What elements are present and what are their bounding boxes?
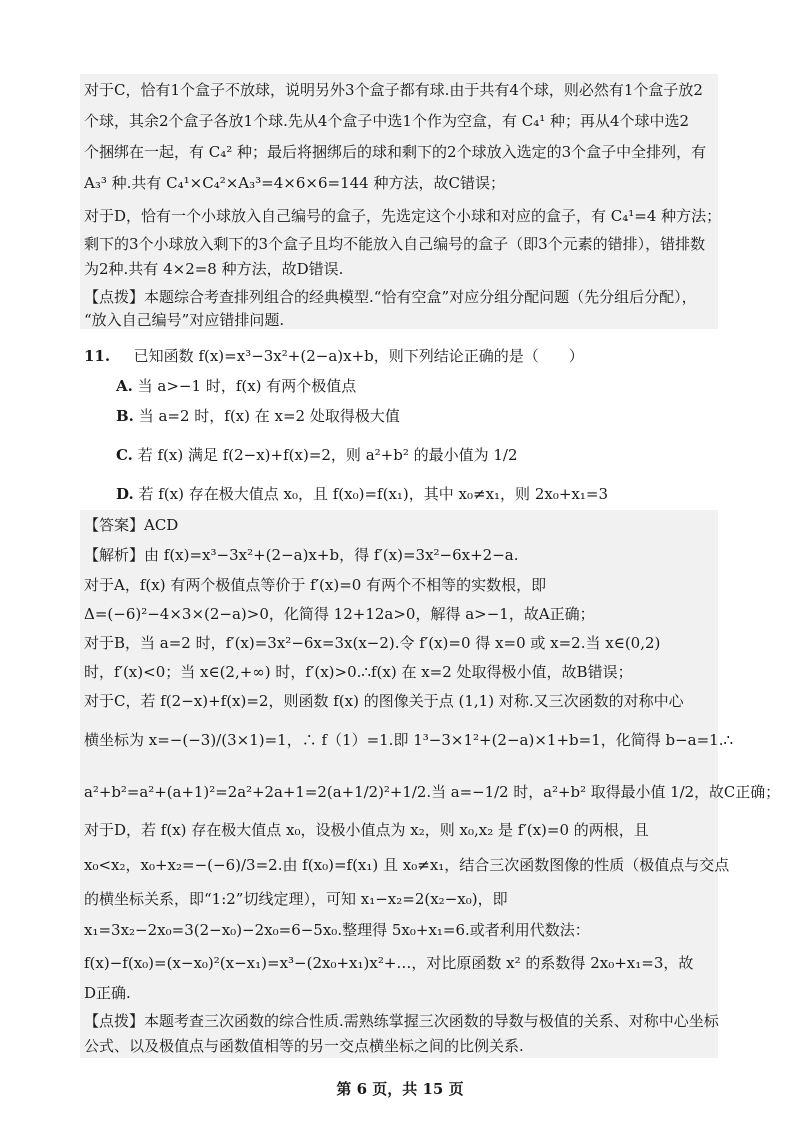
analysis-line-14: D正确. — [84, 984, 131, 1002]
analysis-line-12: x₁=3x₂−2x₀=3(2−x₀)−2x₀=6−5x₀.整理得 5x₀+x₁=6.或者利用代数法： — [84, 921, 590, 939]
analysis-line-13: f(x)−f(x₀)=(x−x₀)²(x−x₁)=x³−(2x₀+x₁)x²+…，对比原函数 x² 的系数得 2x₀+x₁=3，故 — [84, 954, 694, 972]
answer-line: 【答案】ACD — [84, 516, 179, 534]
option-b-label: B. — [116, 407, 134, 425]
analysis-line-6: 对于C，若 f(2−x)+f(x)=2，则函数 f(x) 的图像关于点 (1,1) 对称.又三次函数的对称中心 — [84, 692, 684, 710]
prev-d-line-3: 为2种.共有 4×2=8 种方法，故D错误. — [84, 260, 344, 278]
question-stem — [84, 346, 584, 366]
option-a-text: 当 a>−1 时，f(x) 有两个极值点 — [137, 377, 357, 395]
option-d-text: 若 f(x) 存在极大值点 x₀，且 f(x₀)=f(x₁)，其中 x₀≠x₁，则 2x₀+x₁=3 — [138, 485, 608, 503]
prev-d-line-1: 对于D，恰有一个小球放入自己编号的盒子，先选定这个小球和对应的盒子，有 C₄¹=4 种方法； — [84, 207, 722, 225]
prev-c-line-1: 对于C，恰有1个盒子不放球，说明另外3个盒子都有球.由于共有4个球，则必然有1个盒子放2 — [84, 81, 703, 99]
prev-c-line-3: 个捆绑在一起，有 C₄² 种；最后将捆绑后的球和剩下的2个球放入选定的3个盒子中全排列，有 — [84, 143, 707, 161]
question-number: 11. — [84, 347, 111, 365]
analysis-line-9: 对于D，若 f(x) 存在极大值点 x₀，设极小值点为 x₂，则 x₀,x₂ 是 f′(x)=0 的两根，且 — [84, 821, 649, 839]
analysis-line-7: 横坐标为 x=−(−3)/(3×1)=1，∴ f（1）=1.即 1³−3×1²+(2−a)×1+b=1，化简得 b−a=1.∴ — [84, 731, 734, 749]
prev-tip-line-2: “放入自己编号”对应错排问题. — [84, 311, 285, 329]
analysis-line-8: a²+b²=a²+(a+1)²=2a²+2a+1=2(a+1/2)²+1/2.当 a=−1/2 时，a²+b² 取得最小值 1/2，故C正确； — [84, 783, 781, 801]
prev-c-line-2: 个球，其余2个盒子各放1个球.先从4个盒子中选1个作为空盒，有 C₄¹ 种；再从4个球中选2 — [84, 112, 690, 130]
question-stem-text: 已知函数 f(x)=x³−3x²+(2−a)x+b，则下列结论正确的是（ ） — [133, 347, 584, 365]
option-b-text: 当 a=2 时，f(x) 在 x=2 处取得极大值 — [138, 407, 400, 425]
option-d — [116, 484, 608, 504]
tip-line-1: 【点拨】本题考查三次函数的综合性质.需熟练掌握三次函数的导数与极值的关系、对称中心坐标 — [84, 1012, 719, 1030]
analysis-line-10: x₀<x₂，x₀+x₂=−(−6)/3=2.由 f(x₀)=f(x₁) 且 x₀≠x₁，结合三次函数图像的性质（极值点与交点 — [84, 856, 730, 874]
prev-c-line-4: A₃³ 种.共有 C₄¹×C₄²×A₃³=4×6×6=144 种方法，故C错误； — [84, 174, 505, 192]
analysis-line-2: 对于A，f(x) 有两个极值点等价于 f′(x)=0 有两个不相等的实数根，即 — [84, 576, 547, 594]
option-b — [116, 406, 400, 426]
analysis-line-5: 时，f′(x)<0；当 x∈(2,+∞) 时，f′(x)>0.∴f(x) 在 x=2 处取得极小值，故B错误； — [84, 663, 633, 681]
analysis-line-4: 对于B，当 a=2 时，f′(x)=3x²−6x=3x(x−2).令 f′(x)=0 得 x=0 或 x=2.当 x∈(0,2) — [84, 634, 661, 652]
page-footer: 第 6 页，共 15 页 — [336, 1080, 464, 1098]
tip-line-2: 公式、以及极值点与函数值相等的另一交点横坐标之间的比例关系. — [84, 1037, 524, 1055]
option-c-text: 若 f(x) 满足 f(2−x)+f(x)=2，则 a²+b² 的最小值为 1/2 — [137, 446, 518, 464]
option-a-label: A. — [116, 377, 133, 395]
option-c-label: C. — [116, 446, 133, 464]
analysis-line-11: 的横坐标关系，即“1:2”切线定理），可知 x₁−x₂=2(x₂−x₀)，即 — [84, 890, 508, 908]
option-c — [116, 445, 518, 465]
analysis-line-3: Δ=(−6)²−4×3×(2−a)>0，化简得 12+12a>0，解得 a>−1，故A正确； — [84, 605, 595, 623]
option-d-label: D. — [116, 485, 134, 503]
prev-d-line-2: 剩下的3个小球放入剩下的3个盒子且均不能放入自己编号的盒子（即3个元素的错排），错排数 — [84, 235, 706, 253]
analysis-line-1: 【解析】由 f(x)=x³−3x²+(2−a)x+b，得 f′(x)=3x²−6x+2−a. — [84, 546, 519, 564]
option-a — [116, 376, 356, 396]
prev-tip-line-1: 【点拨】本题综合考查排列组合的经典模型.“恰有空盒”对应分组分配问题（先分组后分配）， — [84, 288, 697, 306]
